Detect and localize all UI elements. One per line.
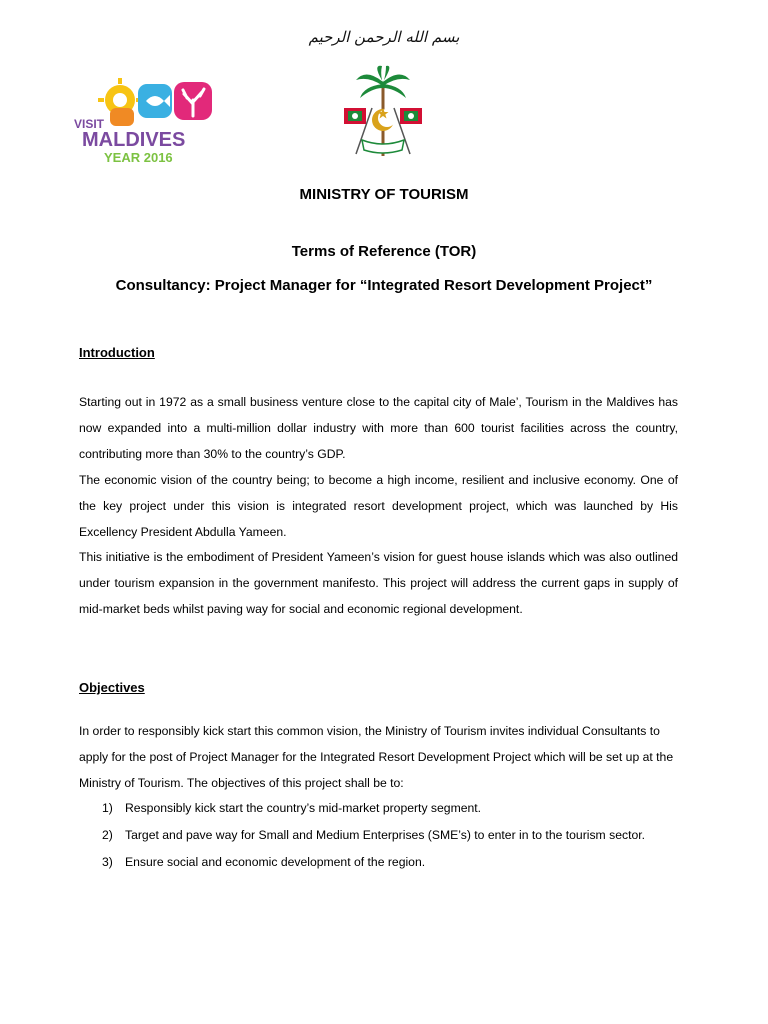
intro-paragraph-2: The economic vision of the country being; to become a high income, resilient and inclusive economy. One of the key project under this vision is integrated resort development project, which was launched by His Excellency President Abdulla Yameen. <box>79 473 678 539</box>
crescent-star-icon <box>372 108 396 131</box>
intro-paragraph-1: Starting out in 1972 as a small business venture close to the capital city of Male’, Tourism in the Maldives has now expanded into a multi-million dollar industry with more than 600 tourist facilities across the country, contributing more than 30% to the country’s GDP. <box>79 395 678 461</box>
list-item-number: 3) <box>102 855 113 869</box>
maldives-emblem-icon <box>336 64 430 164</box>
fish-icon <box>138 84 172 118</box>
maldives-text: MALDIVES <box>82 129 186 151</box>
list-item-number: 1) <box>102 801 113 815</box>
visit-text: VISIT <box>74 117 105 131</box>
list-item-text: Responsibly kick start the country’s mid-market property segment. <box>125 801 482 815</box>
consultancy-title: Consultancy: Project Manager for “Integrated Resort Development Project” <box>115 277 653 294</box>
list-item-text: Target and pave way for Small and Medium Enterprises (SME’s) to enter in to the tourism sector. <box>125 828 646 842</box>
intro-paragraph-3: This initiative is the embodiment of President Yameen’s vision for guest house islands which was also outlined under tourism expansion in the government manifesto. This project will address the current gaps in supply of mid-market beds whilst paving way for social and economic regional development. <box>79 550 678 616</box>
shell-icon <box>110 108 134 126</box>
year-text: YEAR 2016 <box>104 150 173 165</box>
objectives-list <box>102 795 645 876</box>
objectives-heading: Objectives <box>79 680 145 695</box>
list-item-text: Ensure social and economic development of the region. <box>125 855 426 869</box>
tor-title: Terms of Reference (TOR) <box>291 243 477 260</box>
list-item <box>102 822 645 849</box>
coral-icon <box>174 82 212 120</box>
bismillah-calligraphy: بسم الله الرحمن الرحيم <box>308 28 460 46</box>
list-item <box>102 795 645 822</box>
left-flag-icon <box>344 108 366 124</box>
objectives-paragraph: In order to responsibly kick start this common vision, the Ministry of Tourism invites individual Consultants to apply for the post of Project Manager for the Integrated Resort Development Project which will be set up at the Ministry of Tourism. The objectives of this project shall be to: <box>79 724 674 790</box>
ministry-title: MINISTRY OF TOURISM <box>299 186 469 203</box>
list-item-number: 2) <box>102 828 113 842</box>
visit-maldives-logo <box>70 76 220 168</box>
list-item <box>102 849 645 876</box>
right-flag-icon <box>400 108 422 124</box>
introduction-heading: Introduction <box>79 345 155 360</box>
